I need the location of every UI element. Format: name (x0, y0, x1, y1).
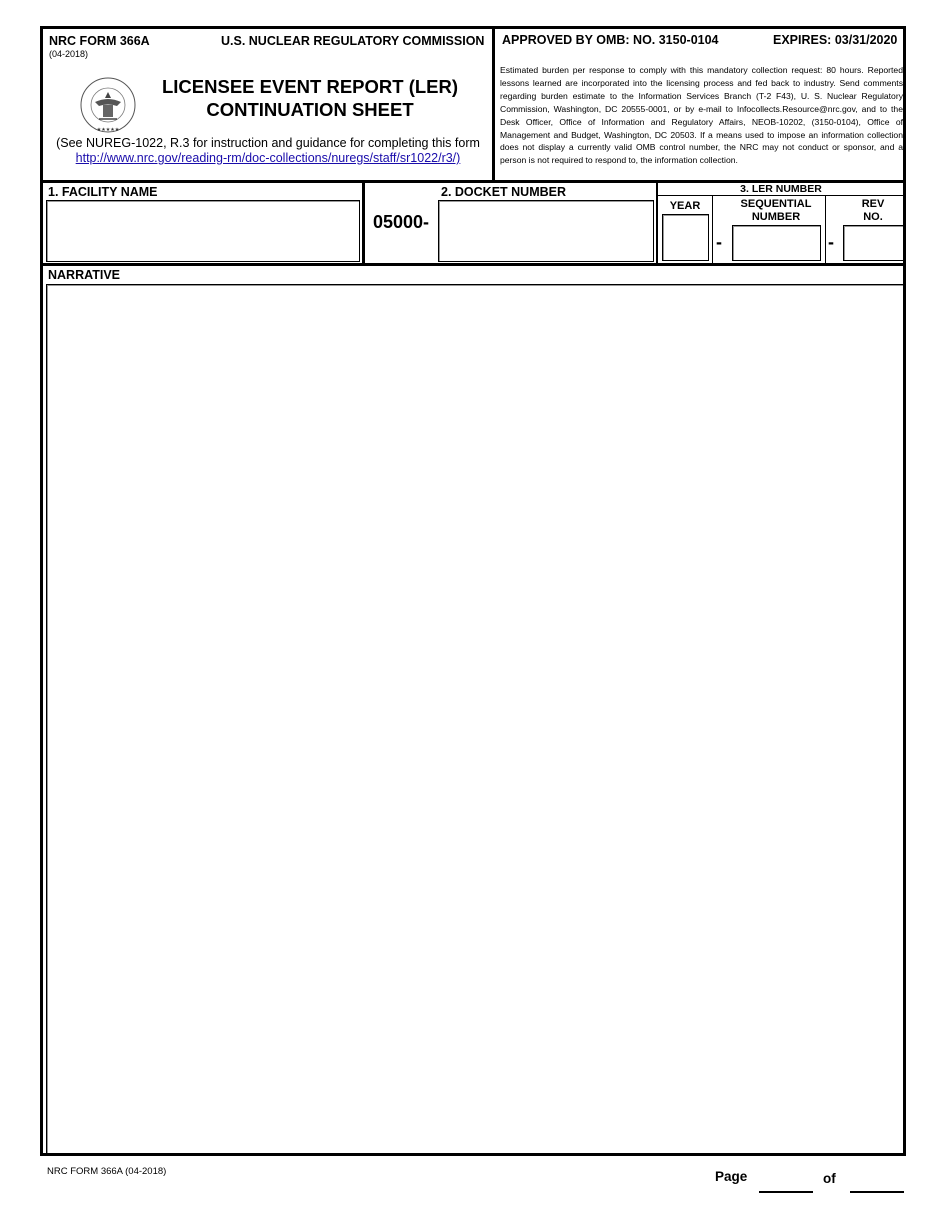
agency-name: U.S. NUCLEAR REGULATORY COMMISSION (221, 34, 485, 48)
narrative-label: NARRATIVE (48, 268, 120, 282)
ler-dash-1: - (716, 232, 722, 252)
ler-dash-2: - (828, 232, 834, 252)
year-input[interactable] (663, 215, 708, 260)
ler-year-divider (712, 195, 713, 263)
docket-prefix: 05000- (373, 212, 430, 232)
instruction-link-wrap (46, 151, 490, 165)
expiration-date: EXPIRES: 03/31/2020 (773, 33, 898, 47)
facility-divider (362, 182, 365, 265)
form-revision: (04-2018) (49, 49, 89, 59)
sequential-number-input[interactable] (733, 226, 820, 260)
rev-label-line2: NO. (863, 211, 883, 223)
header-divider (492, 28, 495, 182)
facility-name-label: 1. FACILITY NAME (48, 185, 158, 199)
facility-name-input[interactable] (47, 201, 359, 261)
nrc-seal-icon (77, 76, 139, 134)
year-box (662, 214, 709, 261)
docket-number-label: 2. DOCKET NUMBER (441, 185, 567, 199)
of-label: of (823, 1171, 836, 1186)
footer-form-id: NRC FORM 366A (04-2018) (47, 1166, 167, 1177)
ler-label-rule (658, 195, 904, 196)
sequential-label-line1: SEQUENTIAL (740, 198, 812, 210)
narrative-input[interactable] (47, 285, 903, 1153)
rev-number-box (843, 225, 904, 261)
page-number-field[interactable] (759, 1173, 813, 1193)
facility-name-box (46, 200, 360, 262)
sequential-number-box (732, 225, 821, 261)
instruction-text: (See NUREG-1022, R.3 for instruction and guidance for completing this form (56, 136, 480, 150)
rev-label-line1: REV (861, 198, 885, 210)
row2-bottom-rule (42, 263, 904, 266)
narrative-box (46, 284, 904, 1154)
year-label: YEAR (669, 200, 701, 212)
report-title-line1: LICENSEE EVENT REPORT (LER) (161, 76, 459, 97)
sequential-label-line2: NUMBER (751, 211, 801, 223)
rev-number-input[interactable] (844, 226, 903, 260)
docket-number-input[interactable] (439, 201, 653, 261)
page-label: Page (715, 1169, 748, 1184)
docket-number-box (438, 200, 654, 262)
burden-statement: Estimated burden per response to comply with this mandatory collection request: 80 hours. Reported lessons learned are incorporated into the licensing process and fed back to industry. Send comments regarding burden estimate to the Information Services Branch (T-2 F43), U. S. Nuclear Regulatory Commission, Washington, DC 20555-0001, or by e-mail to Infocollects.Resource@nrc.gov, and to the Desk Officer, Office of Information and Regulatory Affairs, NEOB-10202, (3150-0104), Office of Management and Budget, Washington, DC 20503. If a means used to impose an information collection does not display a currently valid OMB control number, the NRC may not conduct or sponsor, and a person is not required to respond to, the information collection. (500, 65, 903, 166)
svg-text:★★★★★: ★★★★★ (96, 127, 120, 133)
instruction-link[interactable]: http://www.nrc.gov/reading-rm/doc-collections/nuregs/staff/sr1022/r3/) (75, 151, 461, 165)
omb-approval: APPROVED BY OMB: NO. 3150-0104 (502, 33, 719, 47)
report-title-line2: CONTINUATION SHEET (206, 99, 414, 120)
form-id: NRC FORM 366A (49, 34, 150, 48)
ler-number-label: 3. LER NUMBER (740, 183, 822, 195)
total-pages-field[interactable] (850, 1173, 904, 1193)
